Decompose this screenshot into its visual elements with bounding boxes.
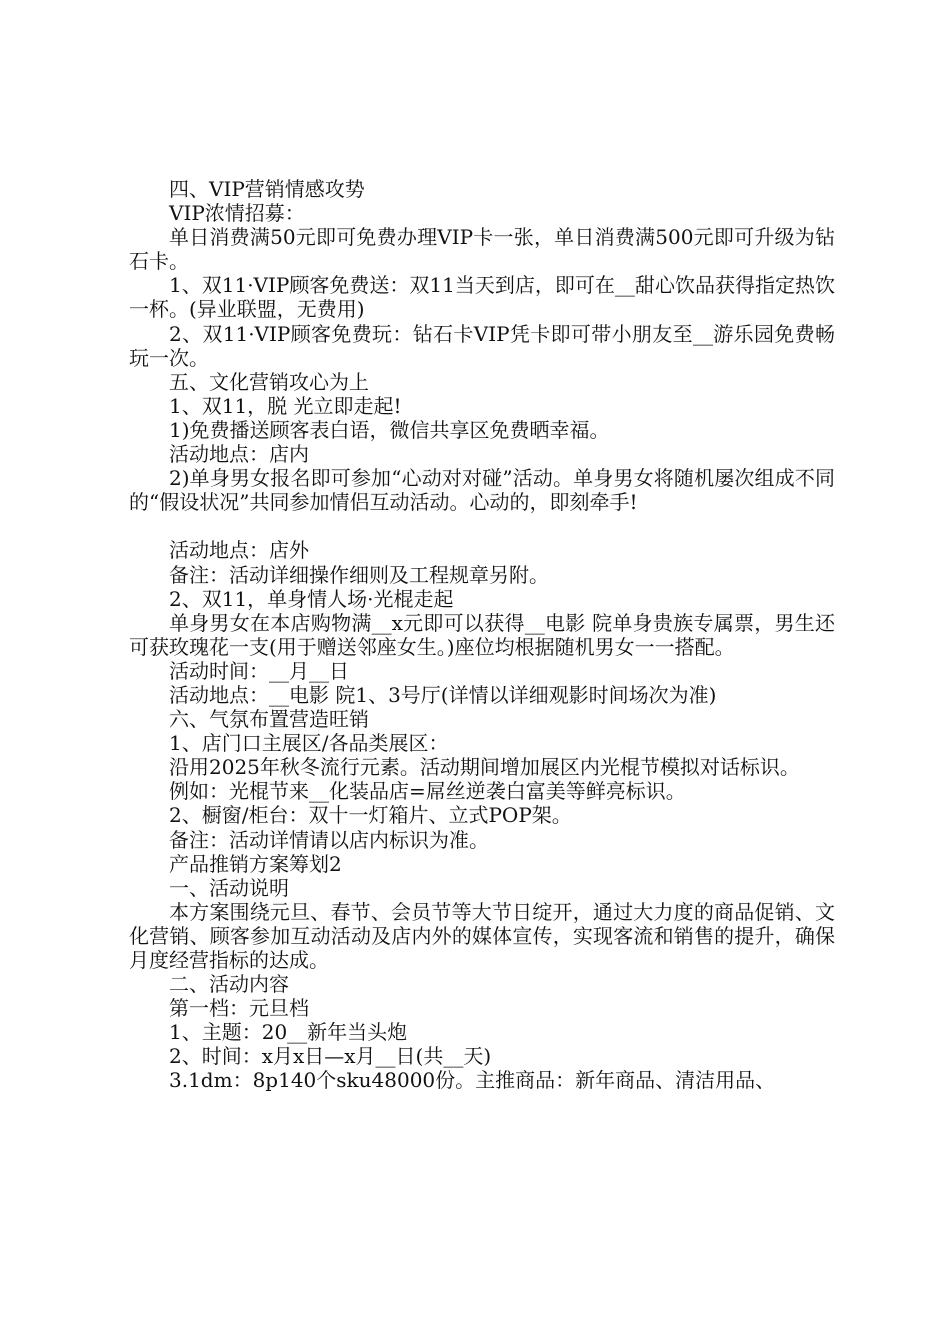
paragraph: 2、双11·VIP顾客免费玩：钻石卡VIP凭卡即可带小朋友至__游乐园免费畅玩一次。 bbox=[129, 321, 835, 370]
paragraph: 3.1dm：8p140个sku48000份。主推商品：新年商品、清洁用品、 bbox=[169, 1068, 776, 1093]
paragraph: 五、文化营销攻心为上 bbox=[169, 369, 369, 394]
paragraph: 六、气氛布置营造旺销 bbox=[169, 707, 369, 732]
paragraph: 单身男女在本店购物满__x元即可以获得__电影 院单身贵族专属票，男生还可获玫瑰花一支(用于赠送邻座女生。)座位均根据随机男女一一搭配。 bbox=[129, 610, 835, 659]
paragraph: 活动地点：店内 bbox=[169, 442, 309, 467]
paragraph: 2)单身男女报名即可参加“心动对对碰”活动。单身男女将随机屡次组成不同的“假设状况”共同参加情侣互动活动。心动的，即刻牵手! bbox=[129, 466, 835, 515]
paragraph: 1、双11，脱 光立即走起! bbox=[169, 393, 402, 418]
paragraph: 2、双11，单身情人场·光棍走起 bbox=[169, 586, 454, 611]
paragraph: 备注：活动详情请以店内标识为准。 bbox=[169, 827, 489, 852]
paragraph: VIP浓情招募： bbox=[169, 201, 305, 226]
paragraph: 2、时间：x月x日—x月__日(共__天) bbox=[169, 1044, 492, 1069]
paragraph: 产品推销方案筹划2 bbox=[169, 851, 342, 876]
paragraph: 四、VIP营销情感攻势 bbox=[169, 177, 365, 201]
paragraph: 第一档：元旦档 bbox=[169, 996, 309, 1021]
paragraph: 1、主题：20__新年当头炮 bbox=[169, 1020, 408, 1045]
paragraph: 一、活动说明 bbox=[169, 875, 289, 900]
paragraph: 沿用2025年秋冬流行元素。活动期间增加展区内光棍节模拟对话标识。 bbox=[169, 755, 800, 780]
paragraph: 本方案围绕元旦、春节、会员节等大节日绽开，通过大力度的商品促销、文化营销、顾客参加互动活动及店内外的媒体宣传，实现客流和销售的提升，确保月度经营指标的达成。 bbox=[129, 899, 835, 972]
paragraph: 活动地点：__电影 院1、3号厅(详情以详细观影时间场次为准) bbox=[169, 682, 717, 707]
blank-line bbox=[129, 514, 835, 538]
paragraph: 二、活动内容 bbox=[169, 972, 289, 997]
paragraph: 备注：活动详细操作细则及工程规章另附。 bbox=[169, 562, 549, 587]
paragraph: 1)免费播送顾客表白语，微信共享区免费晒幸福。 bbox=[169, 417, 610, 442]
paragraph: 2、橱窗/柜台：双十一灯箱片、立式POP架。 bbox=[169, 803, 572, 828]
paragraph: 单日消费满50元即可免费办理VIP卡一张，单日消费满500元即可升级为钻石卡。 bbox=[129, 225, 835, 274]
paragraph: 活动地点：店外 bbox=[169, 538, 309, 563]
document-body bbox=[129, 177, 835, 1093]
paragraph: 1、店门口主展区/各品类展区： bbox=[169, 731, 449, 756]
paragraph: 例如：光棍节来__化装品店=屌丝逆袭白富美等鲜亮标识。 bbox=[169, 779, 686, 804]
paragraph: 1、双11·VIP顾客免费送：双11当天到店，即可在__甜心饮品获得指定热饮一杯。(异业联盟，无费用) bbox=[129, 273, 835, 322]
paragraph: 活动时间：__月__日 bbox=[169, 658, 349, 683]
